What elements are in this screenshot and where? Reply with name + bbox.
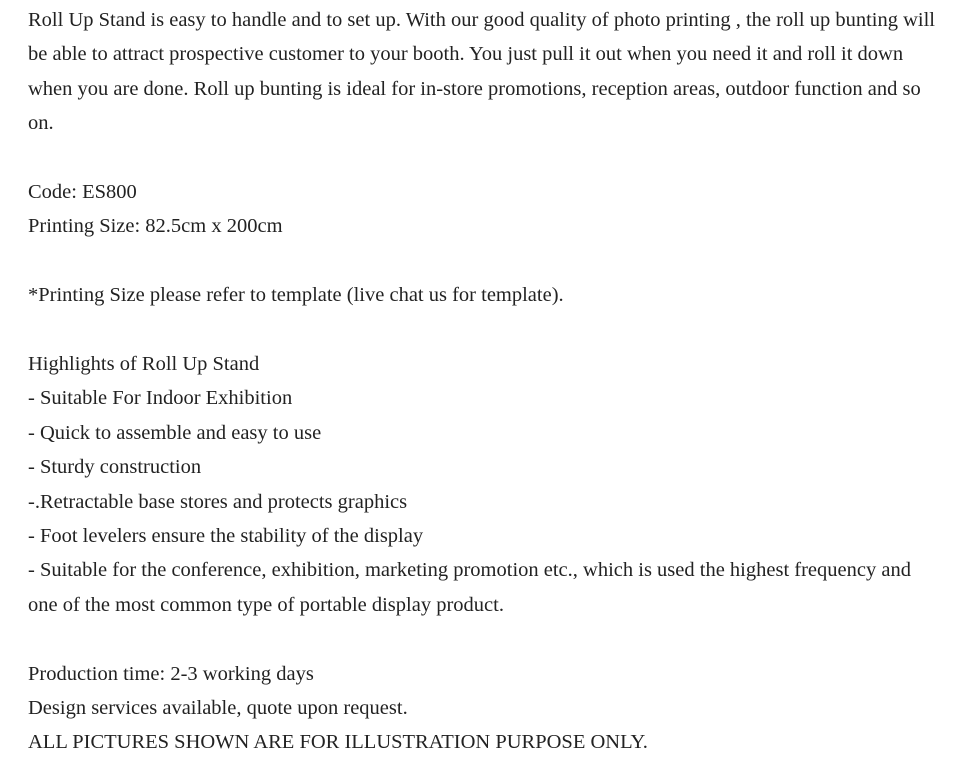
spacer [28, 313, 938, 347]
template-note: *Printing Size please refer to template (live chat us for template). [28, 284, 564, 307]
highlights-heading: Highlights of Roll Up Stand [28, 353, 260, 376]
product-description [28, 3, 938, 760]
highlight-item: - Suitable For Indoor Exhibition [28, 387, 293, 410]
footer-block [28, 657, 938, 760]
printing-size: Printing Size: 82.5cm x 200cm [28, 215, 283, 238]
highlights-block [28, 347, 938, 622]
intro-paragraph: Roll Up Stand is easy to handle and to set up. With our good quality of photo printing , the roll up bunting will be able to attract prospective customer to your booth. You just pull it out when you need it and roll it down when you are done. Roll up bunting is ideal for in-store promotions, reception areas, outdoor function and so on. [28, 9, 935, 135]
highlight-item: - Sturdy construction [28, 456, 202, 479]
design-services: Design services available, quote upon request. [28, 697, 408, 720]
spacer [28, 244, 938, 278]
highlight-item: - Foot levelers ensure the stability of the display [28, 525, 424, 548]
spacer [28, 141, 938, 175]
product-code: Code: ES800 [28, 181, 137, 204]
specs-block [28, 175, 938, 244]
highlight-item: - Quick to assemble and easy to use [28, 421, 322, 444]
illustration-disclaimer: ALL PICTURES SHOWN ARE FOR ILLUSTRATION PURPOSE ONLY. [28, 731, 648, 754]
highlight-item: - Suitable for the conference, exhibition, marketing promotion etc., which is used the highest frequency and one of the most common type of portable display product. [28, 559, 911, 616]
production-time: Production time: 2-3 working days [28, 662, 314, 685]
highlight-item: -.Retractable base stores and protects graphics [28, 490, 408, 513]
spacer [28, 622, 938, 656]
